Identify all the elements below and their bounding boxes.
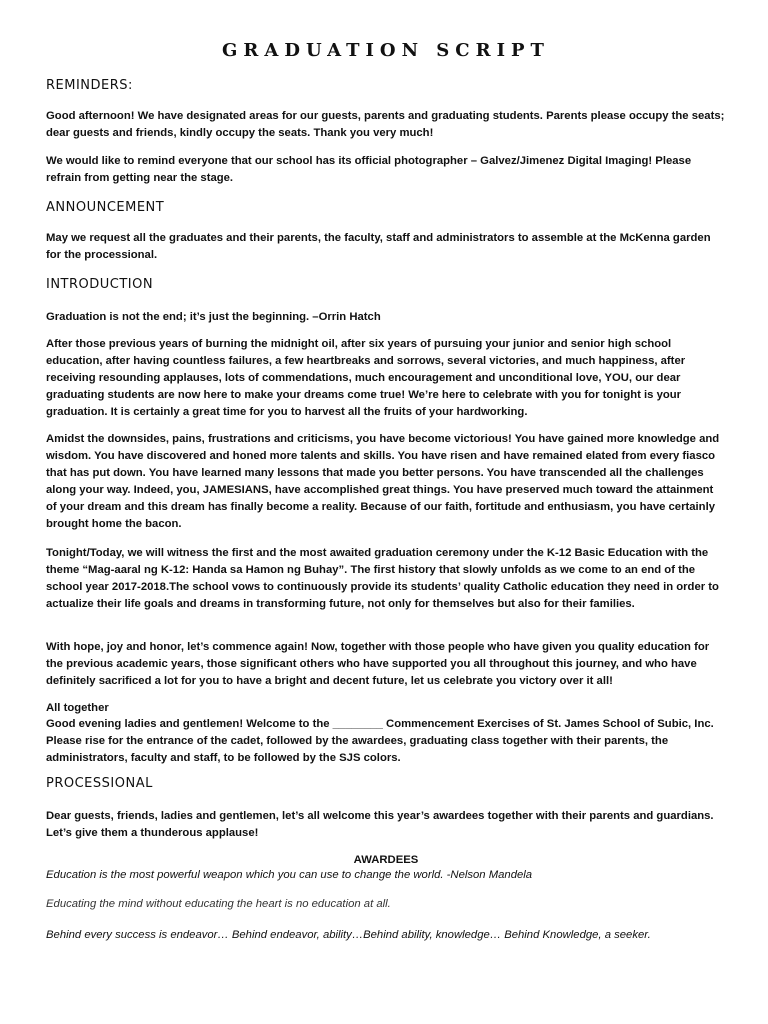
reminders-paragraph-2: We would like to remind everyone that our school has its official photographer – Galvez/Jimenez Digital Imaging! Please refrain from getting near the stage. bbox=[46, 155, 692, 184]
processional-heading: PROCESSIONAL bbox=[46, 776, 153, 791]
awardees-quote-2: Educating the mind without educating the heart is no education at all. bbox=[46, 898, 391, 910]
introduction-paragraph-1: After those previous years of burning the midnight oil, after six years of pursuing your junior and senior high school education, after having countless failures, a few heartbreaks and sorrows, several victories, and much happiness, after receiving resounding applauses, lots of commendations, much encouragement and unconditional love, YOU, our dear graduating students are now here to make your dreams come true! We’re here to celebrate with you for tonight is your graduation. It is certainly a great time for you to harvest all the fruits of your hardworking. bbox=[46, 338, 686, 418]
introduction-paragraph-3: Tonight/Today, we will witness the first and the most awaited graduation ceremony under the K-12 Basic Education with the theme “Mag-aaral ng K-12: Handa sa Hamon ng Buhay”. The first history that slowly unfolds as we come to an end of the school year 2017-2018.The school vows to continuously provide its students’ quality Catholic education they need in order to actualize their life goals and dreams in transforming future, not only for themselves but also for their families. bbox=[46, 547, 719, 610]
awardees-quote-1: Education is the most powerful weapon which you can use to change the world. -Nelson Mandela bbox=[46, 869, 533, 881]
introduction-paragraph-2: Amidst the downsides, pains, frustrations and criticisms, you have become victorious! You have gained more knowledge and wisdom. You have discovered and honed more talents and skills. You have risen and have remained elated from every fiasco that has put down. You have learned many lessons that made you better persons. You have transcended all the challenges along your way. Indeed, you, JAMESIANS, have accomplished great things. You have preserved much toward the attainment of your dream and this dream has finally become a reality. Because of our faith, fortitude and enthusiasm, you have certainly brought home the bacon. bbox=[46, 433, 720, 530]
announcement-paragraph-1: May we request all the graduates and their parents, the faculty, staff and administrators to assemble at the McKenna garden for the processional. bbox=[46, 232, 711, 261]
awardees-quote-3: Behind every success is endeavor… Behind endeavor, ability…Behind ability, knowledge… Behind Knowledge, a seeker. bbox=[46, 929, 651, 941]
announcement-heading: ANNOUNCEMENT bbox=[46, 200, 165, 215]
introduction-paragraph-4: With hope, joy and honor, let’s commence again! Now, together with those people who have given you quality education for the previous academic years, those significant others who have supported you all throughout this journey, and who have definitely sacrificed a lot for you to have a bright and decent future, let us celebrate you victory over it all! bbox=[46, 641, 710, 687]
reminders-heading: REMINDERS: bbox=[46, 78, 133, 93]
all-together-label: All together bbox=[46, 702, 109, 714]
document-title: GRADUATION SCRIPT bbox=[222, 40, 550, 61]
reminders-paragraph-1: Good afternoon! We have designated areas for our guests, parents and graduating students. Parents please occupy the seats; dear guests and friends, kindly occupy the seats. Thank you very much! bbox=[46, 110, 725, 139]
introduction-quote: Graduation is not the end; it’s just the beginning. –Orrin Hatch bbox=[46, 311, 381, 323]
awardees-heading: AWARDEES bbox=[353, 854, 419, 866]
introduction-paragraph-5: Good evening ladies and gentlemen! Welcome to the ________ Commencement Exercises of St. James School of Subic, Inc. Please rise for the entrance of the cadet, followed by the awardees, graduating class together with their parents, the administrators, faculty and staff, to be followed by the SJS colors. bbox=[46, 718, 714, 764]
introduction-heading: INTRODUCTION bbox=[46, 277, 154, 292]
processional-paragraph-1: Dear guests, friends, ladies and gentlemen, let’s all welcome this year’s awardees together with their parents and guardians. Let’s give them a thunderous applause! bbox=[46, 810, 714, 839]
